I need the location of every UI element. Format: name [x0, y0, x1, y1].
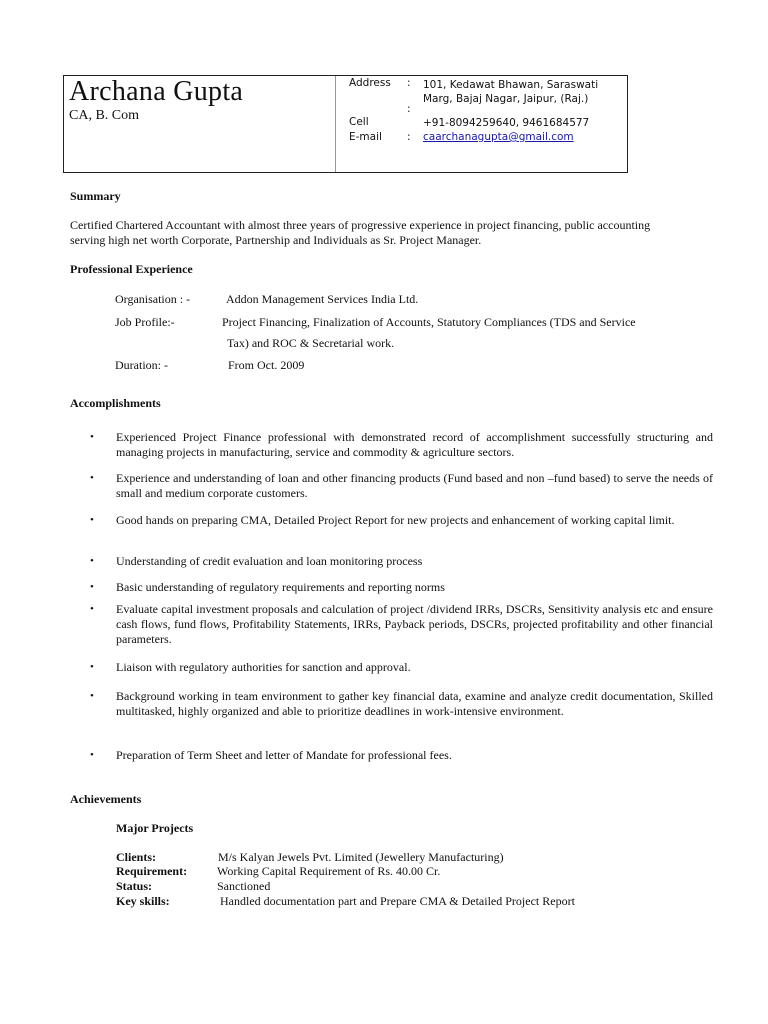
achievements-heading: Achievements [70, 792, 142, 806]
accomplishment-item: Experienced Project Finance professional with demonstrated record of accomplishment successfully structuring and managing projects in manufacturing, service and commodity & agriculture sectors. [116, 430, 713, 459]
requirement-label: Requirement: [116, 864, 188, 878]
accomplishments-heading: Accomplishments [70, 396, 161, 410]
duration-value: From Oct. 2009 [228, 358, 305, 372]
address-line-2: Marg, Bajaj Nagar, Jaipur, (Raj.) [423, 93, 589, 105]
bullet-icon: • [90, 555, 94, 567]
cell-value: +91-8094259640, 9461684577 [423, 117, 590, 129]
summary-text: Certified Chartered Accountant with almost three years of progressive experience in project financing, public accounting serving high net worth Corporate, Partnership and Individuals as Sr. Project Manager. [70, 218, 651, 247]
org-value: Addon Management Services India Ltd. [226, 292, 419, 306]
accomplishment-item: Background working in team environment to gather key financial data, examine and analyze credit documentation, Skilled multitasked, highly organized and able to prioritize deadlines in work-intensive environment. [116, 689, 713, 718]
accomplishment-item: Evaluate capital investment proposals and calculation of project /dividend IRRs, DSCRs, Sensitivity analysis etc and ensure cash flows, fund flows, Profitability Statements, IRRs, Payback periods, DSCRs, projected profitability and other financial parameters. [116, 602, 713, 646]
cell-label: Cell [349, 116, 369, 128]
accomplishment-item: Preparation of Term Sheet and letter of Mandate for professional fees. [116, 748, 452, 762]
candidate-name: Archana Gupta [69, 76, 244, 107]
status-value: Sanctioned [217, 879, 271, 893]
accomplishment-item: Good hands on preparing CMA, Detailed Project Report for new projects and enhancement of working capital limit. [116, 513, 675, 527]
address-line-1: 101, Kedawat Bhawan, Saraswati [423, 79, 599, 91]
address-colon: : [407, 77, 411, 89]
email-value[interactable] [423, 131, 574, 143]
bullet-icon: • [90, 514, 94, 526]
experience-heading: Professional Experience [70, 262, 193, 276]
bullet-icon: • [90, 690, 94, 702]
candidate-degree: CA, B. Com [69, 108, 140, 123]
email-colon: : [407, 131, 411, 143]
extra-colon: : [407, 103, 411, 115]
org-label: Organisation : - [115, 292, 191, 306]
bullet-icon: • [90, 603, 94, 615]
email-link[interactable]: caarchanagupta@gmail.com [423, 131, 574, 143]
clients-label: Clients: [116, 850, 156, 864]
key-skills-label: Key skills: [116, 894, 170, 908]
bullet-icon: • [90, 472, 94, 484]
accomplishment-item: Basic understanding of regulatory requirements and reporting norms [116, 580, 445, 594]
major-projects-heading: Major Projects [116, 821, 194, 835]
accomplishment-item: Liaison with regulatory authorities for sanction and approval. [116, 660, 411, 674]
bullet-icon: • [90, 661, 94, 673]
address-label: Address [349, 77, 391, 89]
job-value-line-2: Tax) and ROC & Secretarial work. [227, 336, 395, 350]
job-value-line-1: Project Financing, Finalization of Accounts, Statutory Compliances (TDS and Service [222, 315, 636, 329]
bullet-icon: • [90, 431, 94, 443]
email-label: E-mail [349, 131, 382, 143]
duration-label: Duration: - [115, 358, 168, 372]
bullet-icon: • [90, 581, 94, 593]
accomplishment-item: Experience and understanding of loan and other financing products (Fund based and non –fund based) to serve the needs of small and medium corporate customers. [116, 471, 713, 500]
job-label: Job Profile:- [115, 315, 175, 329]
requirement-value: Working Capital Requirement of Rs. 40.00 Cr. [217, 864, 441, 878]
summary-heading: Summary [70, 189, 121, 203]
key-skills-value: Handled documentation part and Prepare CMA & Detailed Project Report [220, 894, 575, 908]
status-label: Status: [116, 879, 153, 893]
bullet-icon: • [90, 749, 94, 761]
accomplishment-item: Understanding of credit evaluation and loan monitoring process [116, 554, 423, 568]
header-divider [335, 76, 336, 172]
clients-value: M/s Kalyan Jewels Pvt. Limited (Jewellery Manufacturing) [218, 850, 504, 864]
header-box [63, 75, 628, 173]
